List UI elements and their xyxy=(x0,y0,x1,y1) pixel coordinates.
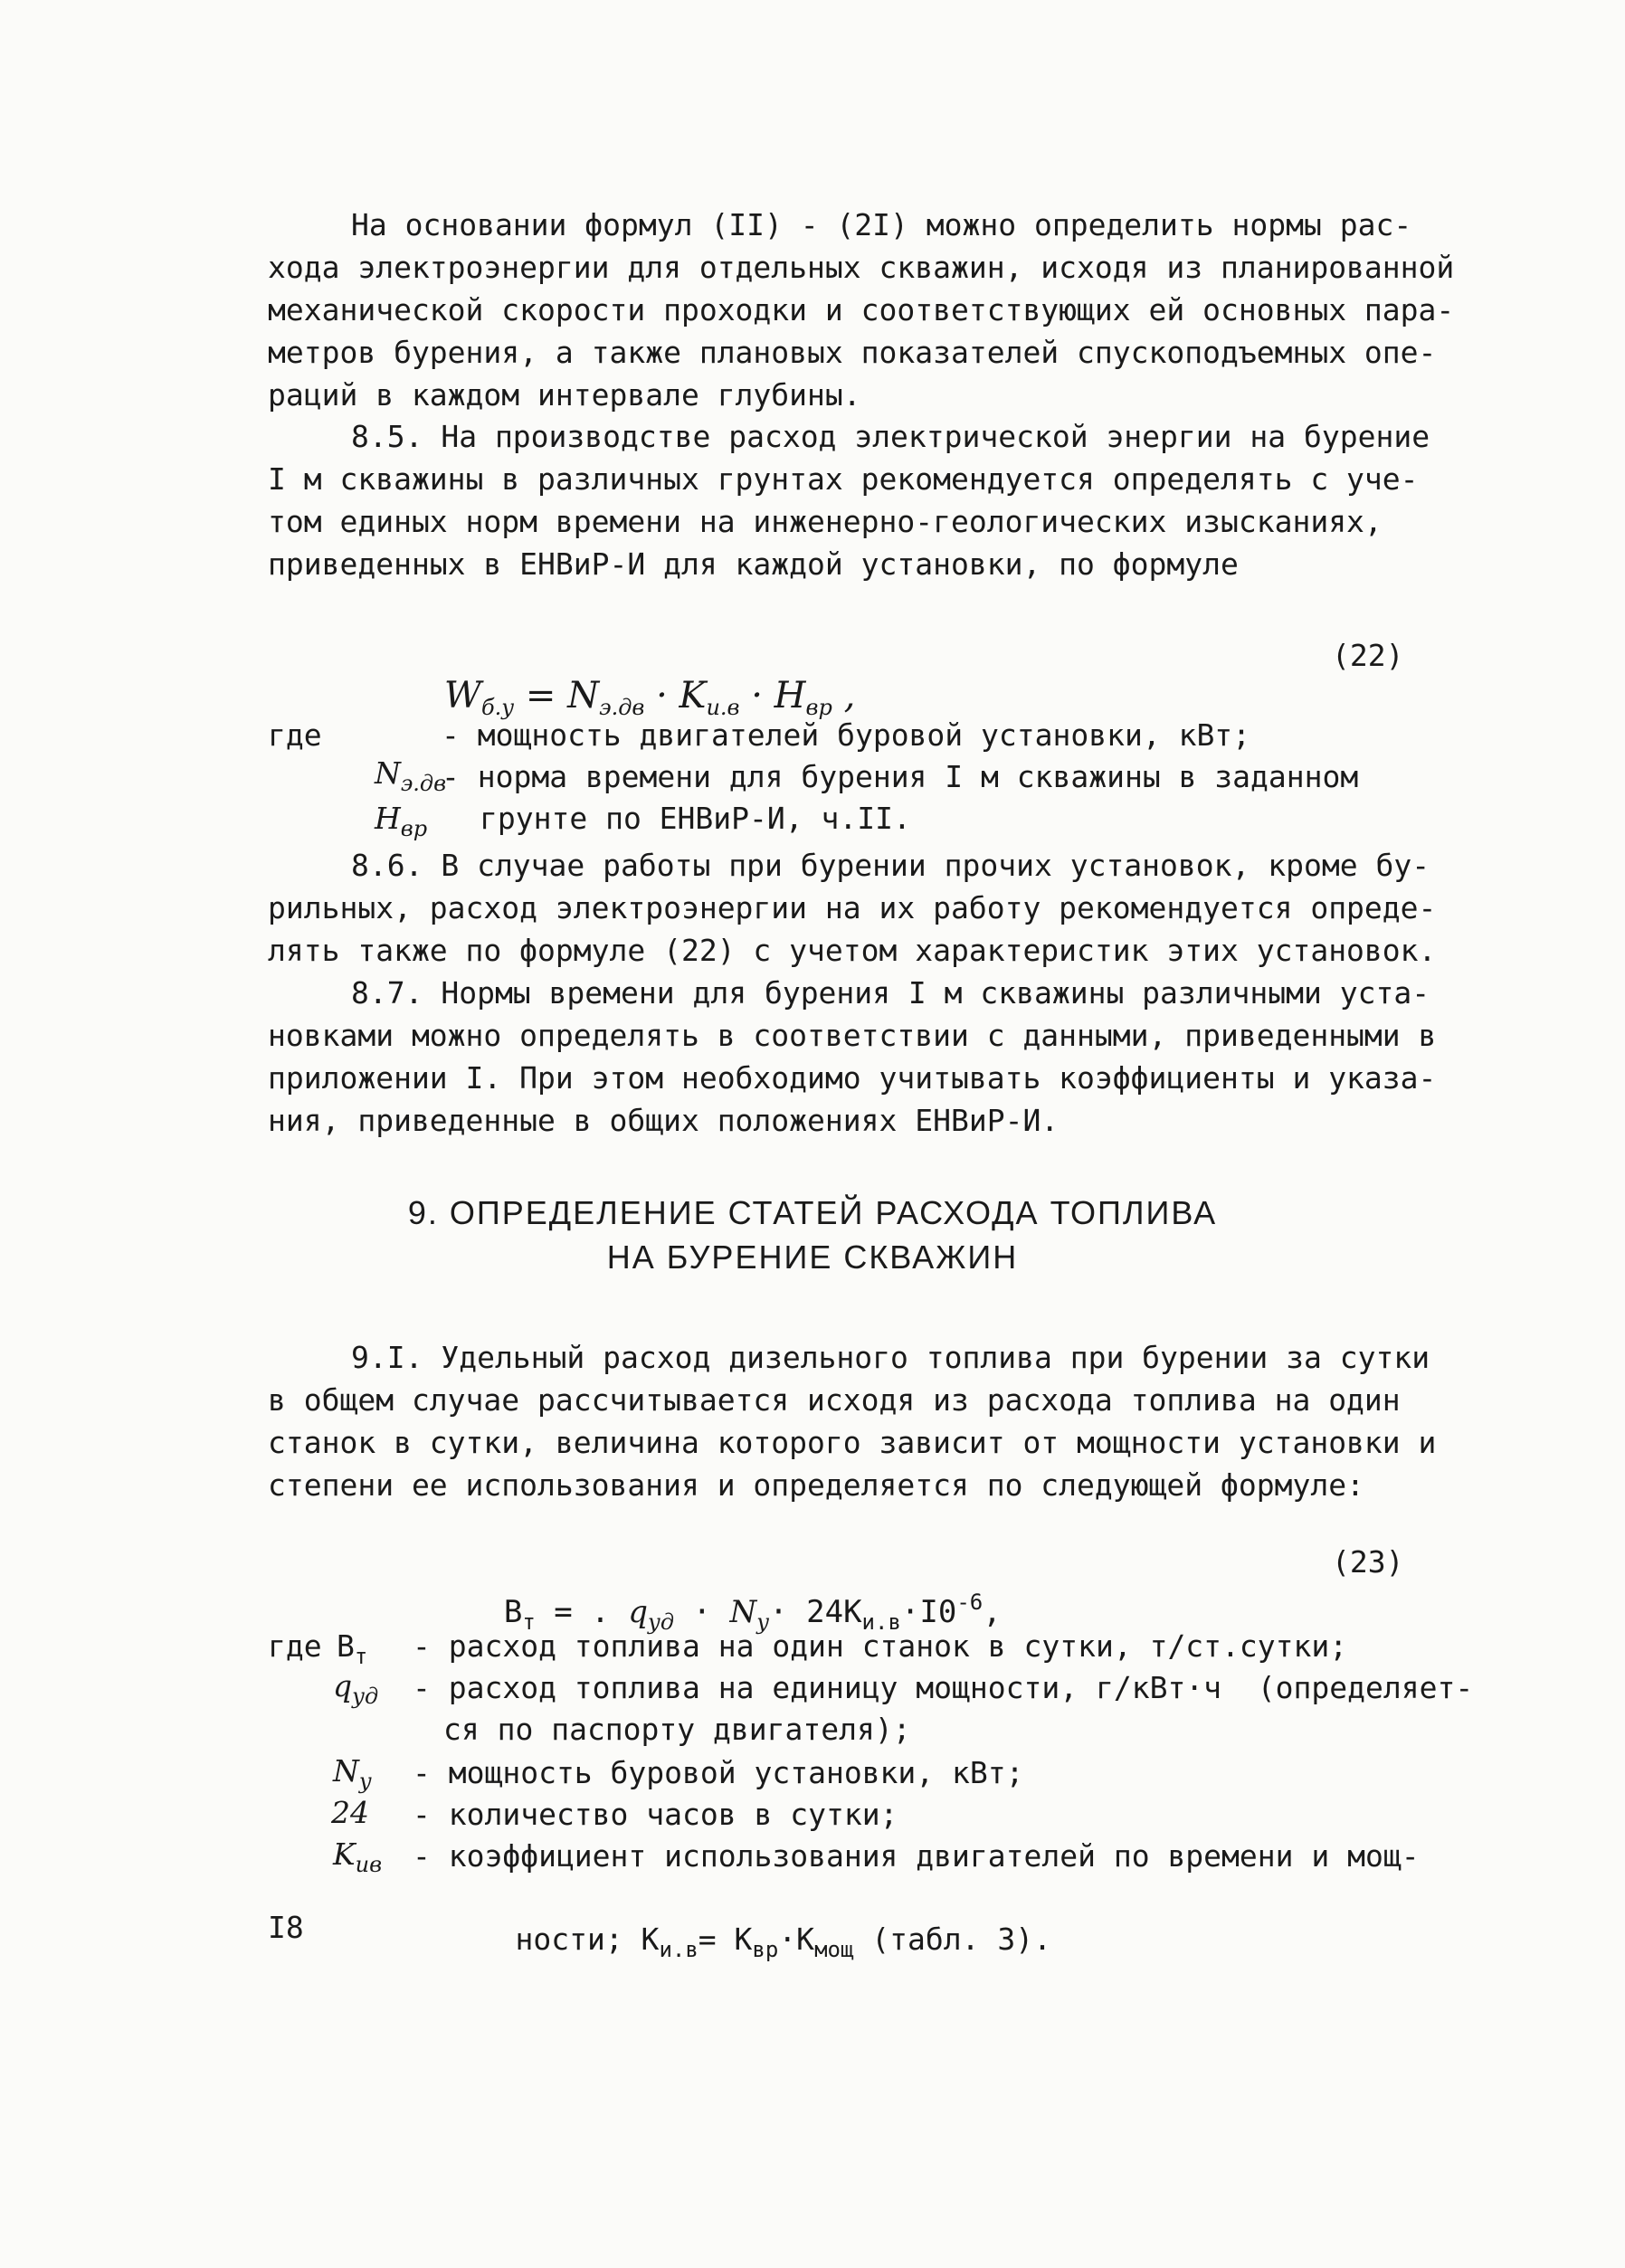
paragraph-8-5-line: 8.5. На производстве расход электрической энергии на бурение xyxy=(351,419,1430,454)
formula-23-b-sub: т xyxy=(522,1609,536,1635)
symbol-b: B xyxy=(337,1628,355,1664)
symbol-q-sub: уд xyxy=(352,1684,379,1709)
k-cont-sub: вр xyxy=(752,1937,779,1962)
k-cont-b: = K xyxy=(698,1922,753,1957)
paragraph-8-7-line: новками можно определять в соответствии с данными, приведенными в xyxy=(268,1018,1437,1053)
formula-22-k: K xyxy=(679,675,707,716)
symbol-24: 24 xyxy=(331,1795,369,1830)
paragraph-intro-line: хода электроэнергии для отдельных скважин, исходя из планированной xyxy=(268,250,1455,285)
k-cont-sub: и.в xyxy=(659,1937,698,1962)
formula-22-h-sub: вр xyxy=(805,695,832,720)
formula-22-dot: · xyxy=(644,675,679,716)
formula-23-eq: = . xyxy=(535,1594,629,1630)
formula-22-eq: = xyxy=(514,675,568,716)
symbol-k-iv xyxy=(333,1834,382,1885)
symbol-q-ud xyxy=(333,1665,378,1717)
formula-22-k-sub: и.в xyxy=(706,695,740,720)
formula-23-tail: , xyxy=(983,1594,1002,1630)
symbol-b-sub: т xyxy=(354,1644,368,1669)
paragraph-8-7-line: приложении I. При этом необходимо учитывать коэффициенты и указа- xyxy=(268,1060,1437,1096)
where-label: где xyxy=(268,717,322,753)
formula-23-q: q xyxy=(628,1594,648,1630)
symbol-k-sub: ив xyxy=(355,1852,383,1877)
k-cont-sub: мощ xyxy=(814,1937,854,1962)
symbol-h-sub: вр xyxy=(400,816,428,841)
paragraph-8-7-line: 8.7. Нормы времени для бурения I м скважины различными уста- xyxy=(351,975,1430,1011)
formula-23-b: B xyxy=(503,1594,523,1630)
paragraph-8-7-line: ния, приведенные в общих положениях ЕНВиР-И. xyxy=(268,1103,1060,1138)
paragraph-8-6-line: рильных, расход электроэнергии на их работу рекомендуется опреде- xyxy=(268,890,1437,925)
definition-b-t: - расход топлива на один станок в сутки, т/ст.сутки; xyxy=(413,1628,1348,1664)
definition-k-iv: - коэффициент использования двигателей по времени и мощ- xyxy=(413,1838,1420,1874)
definition-h-vr-cont: грунте по ЕНВиР-И, ч.II. xyxy=(480,801,911,836)
symbol-n: N xyxy=(333,1753,359,1789)
page-number: I8 xyxy=(268,1910,304,1945)
formula-22-tail: , xyxy=(832,675,856,716)
paragraph-8-5-line: том единых норм времени на инженерно-геологических изысканиях, xyxy=(268,504,1383,539)
formula-23-dot: · xyxy=(674,1594,730,1630)
formula-22-h: H xyxy=(774,675,806,716)
k-cont-a: ности; K xyxy=(515,1922,660,1957)
equation-number-22: (22) xyxy=(1332,638,1404,673)
paragraph-intro-line: раций в каждом интервале глубины. xyxy=(268,377,861,413)
symbol-q: q xyxy=(333,1668,353,1703)
paragraph-intro-line: На основании формул (II) - (2I) можно определить нормы рас- xyxy=(351,207,1412,242)
formula-23-k-sub: и.в xyxy=(861,1609,901,1635)
formula-23-q-sub: уд xyxy=(647,1609,675,1635)
definition-h-vr: - норма времени для бурения I м скважины в заданном xyxy=(442,759,1359,794)
definition-n-edv: - мощность двигателей буровой установки, кВт; xyxy=(442,717,1251,753)
paragraph-intro-line: метров бурения, а также плановых показателей спускоподъемных опе- xyxy=(268,335,1437,370)
formula-23-ten: ·I0 xyxy=(900,1594,957,1630)
symbol-n: N xyxy=(374,755,401,791)
equation-number-23: (23) xyxy=(1332,1544,1404,1580)
paragraph-8-5-line: I м скважины в различных грунтах рекомендуется определять с уче- xyxy=(268,461,1419,497)
symbol-n-sub: у xyxy=(358,1769,372,1794)
formula-22-n-sub: э.дв xyxy=(599,695,645,720)
formula-22-w: W xyxy=(443,675,481,716)
paragraph-9-1-line: в общем случае рассчитывается исходя из расхода топлива на один xyxy=(268,1382,1401,1418)
section-heading-line-2: НА БУРЕНИЕ СКВАЖИН xyxy=(606,1238,1019,1276)
symbol-n-sub: э.дв xyxy=(400,771,447,796)
formula-23-exp: -6 xyxy=(956,1589,984,1615)
formula-23-n: N xyxy=(729,1594,757,1630)
k-cont-d: (табл. 3). xyxy=(853,1922,1051,1957)
symbol-k: K xyxy=(333,1836,356,1872)
definition-q-ud-cont: ся по паспорту двигателя); xyxy=(443,1712,911,1747)
formula-22-n: N xyxy=(567,675,600,716)
paragraph-8-5-line: приведенных в ЕНВиР-И для каждой установки, по формуле xyxy=(268,546,1239,582)
definition-n-u: - мощность буровой установки, кВт; xyxy=(413,1755,1024,1790)
formula-22-dot: · xyxy=(739,675,774,716)
paragraph-9-1-line: 9.I. Удельный расход дизельного топлива при бурении за сутки xyxy=(351,1340,1430,1375)
symbol-h: H xyxy=(374,801,401,836)
paragraph-8-6-line: 8.6. В случае работы при бурении прочих установок, кроме бу- xyxy=(351,848,1430,883)
k-cont-c: ·K xyxy=(778,1922,815,1957)
paragraph-9-1-line: станок в сутки, величина которого зависит от мощности установки и xyxy=(268,1425,1437,1460)
formula-23-n-sub: у xyxy=(756,1609,770,1635)
formula-22-w-sub: б.у xyxy=(480,695,515,720)
where-label: где xyxy=(268,1628,322,1664)
paragraph-intro-line: механической скорости проходки и соответствующих ей основных пара- xyxy=(268,292,1455,327)
definition-k-iv-cont xyxy=(443,1877,1051,2012)
definition-24: - количество часов в сутки; xyxy=(413,1797,898,1832)
section-heading-line-1: 9. ОПРЕДЕЛЕНИЕ СТАТЕЙ РАСХОДА ТОПЛИВА xyxy=(407,1194,1218,1231)
formula-23-mid: · 24K xyxy=(769,1594,862,1630)
paragraph-9-1-line: степени ее использования и определяется по следующей формуле: xyxy=(268,1467,1364,1503)
paragraph-8-6-line: лять также по формуле (22) с учетом характеристик этих установок. xyxy=(268,933,1437,968)
definition-q-ud: - расход топлива на единицу мощности, г/кВт·ч (определяет- xyxy=(413,1670,1474,1705)
